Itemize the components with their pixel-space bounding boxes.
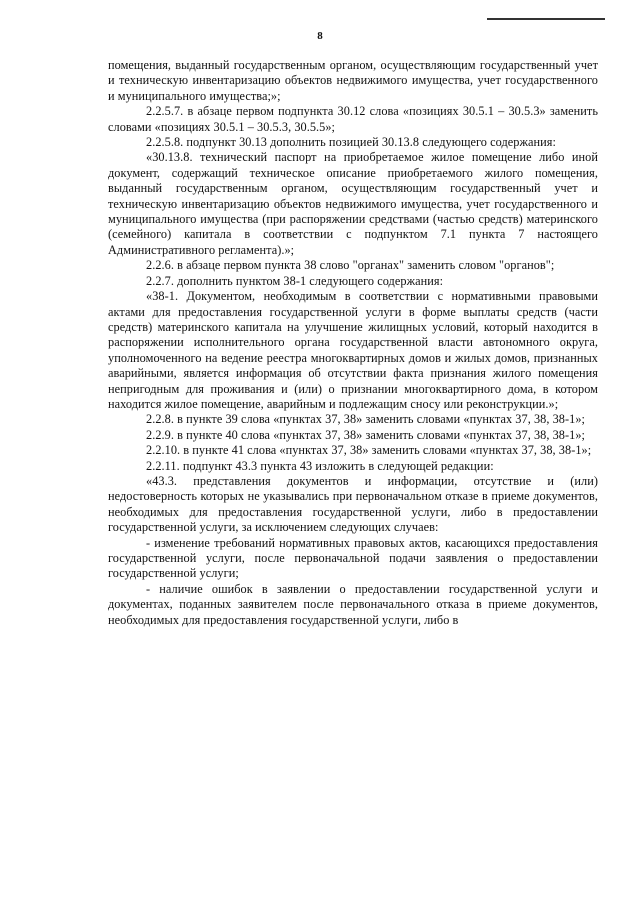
paragraph-quote-43-3: «43.3. представления документов и информации, отсутствие и (или) недостоверность которых не указывались при первоначальном отказе в приеме документов, необходимых для предоставления государственной услуги, либо в предоставлении государственной услуги, за исключением следующих случаев: [108,473,598,535]
paragraph-2-2-6: 2.2.6. в абзаце первом пункта 38 слово "органах" заменить словом "органов"; [146,258,555,273]
page-number: 8 [317,30,323,42]
paragraph-2-2-5-8: 2.2.5.8. подпункт 30.13 дополнить позицией 30.13.8 следующего содержания: [146,135,556,150]
paragraph-2-2-8: 2.2.8. в пункте 39 слова «пунктах 37, 38» заменить словами «пунктах 37, 38, 38-1»; [146,412,586,427]
paragraph-quote-38-1: «38-1. Документом, необходимым в соответствии с нормативными правовыми актами для предоставления государственной услуги в форме выплаты средств (части средств) материнского капитала на улучшение жилищных условий, который находится в распоряжении исполнительного органа государственной власти автономного округа, уполномоченного на ведение реестра многоквартирных домов и жилых домов, признанных аварийными, является информация об отсутствии факта признания жилого помещения непригодным для проживания и (или) о признании многоквартирного дома, в котором находится жилое помещение, аварийным и подлежащим сносу или реконструкции.»; [108,289,598,411]
paragraph-2-2-5-7: 2.2.5.7. в абзаце первом подпункта 30.12 слова «позициях 30.5.1 – 30.5.3» заменить словами «позициях 30.5.1 – 30.5.3, 30.5.5»; [108,104,598,134]
list-item-errors-in-application: - наличие ошибок в заявлении о предоставлении государственной услуги и документах, поданных заявителем после первоначального отказа в приеме документов, необходимых для предоставления государственной услуги, либо в [108,581,598,627]
header-rule [487,18,605,20]
paragraph-continuation: помещения, выданный государственным органом, осуществляющим государственный учет и техническую инвентаризацию объектов недвижимого имущества, учет государственного и муниципального имущества;»; [108,58,598,103]
paragraph-2-2-9: 2.2.9. в пункте 40 слова «пунктах 37, 38» заменить словами «пунктах 37, 38, 38-1»; [146,427,586,442]
document-body [108,58,598,628]
paragraph-2-2-11: 2.2.11. подпункт 43.3 пункта 43 изложить в следующей редакции: [146,458,494,473]
paragraph-2-2-7: 2.2.7. дополнить пунктом 38-1 следующего содержания: [146,273,444,288]
paragraph-2-2-10: 2.2.10. в пункте 41 слова «пунктах 37, 38» заменить словами «пунктах 37, 38, 38-1»; [146,443,592,458]
paragraph-quote-30-13-8: «30.13.8. технический паспорт на приобретаемое жилое помещение либо иной документ, содержащий техническое описание приобретаемого жилого помещения, выданный государственным органом, осуществляющим государственный учет и техническую инвентаризацию объектов недвижимого имущества, учет государственного и муниципального имущества (при распоряжении средствами (частью средств) материнского (семейного) капитала в соответствии с подпунктом 7.1 пункта 7 настоящего Административного регламента).»; [108,150,598,257]
list-item-requirements-change: - изменение требований нормативных правовых актов, касающихся предоставления государственной услуги, после первоначальной подачи заявления о предоставлении государственной услуги; [108,535,598,581]
